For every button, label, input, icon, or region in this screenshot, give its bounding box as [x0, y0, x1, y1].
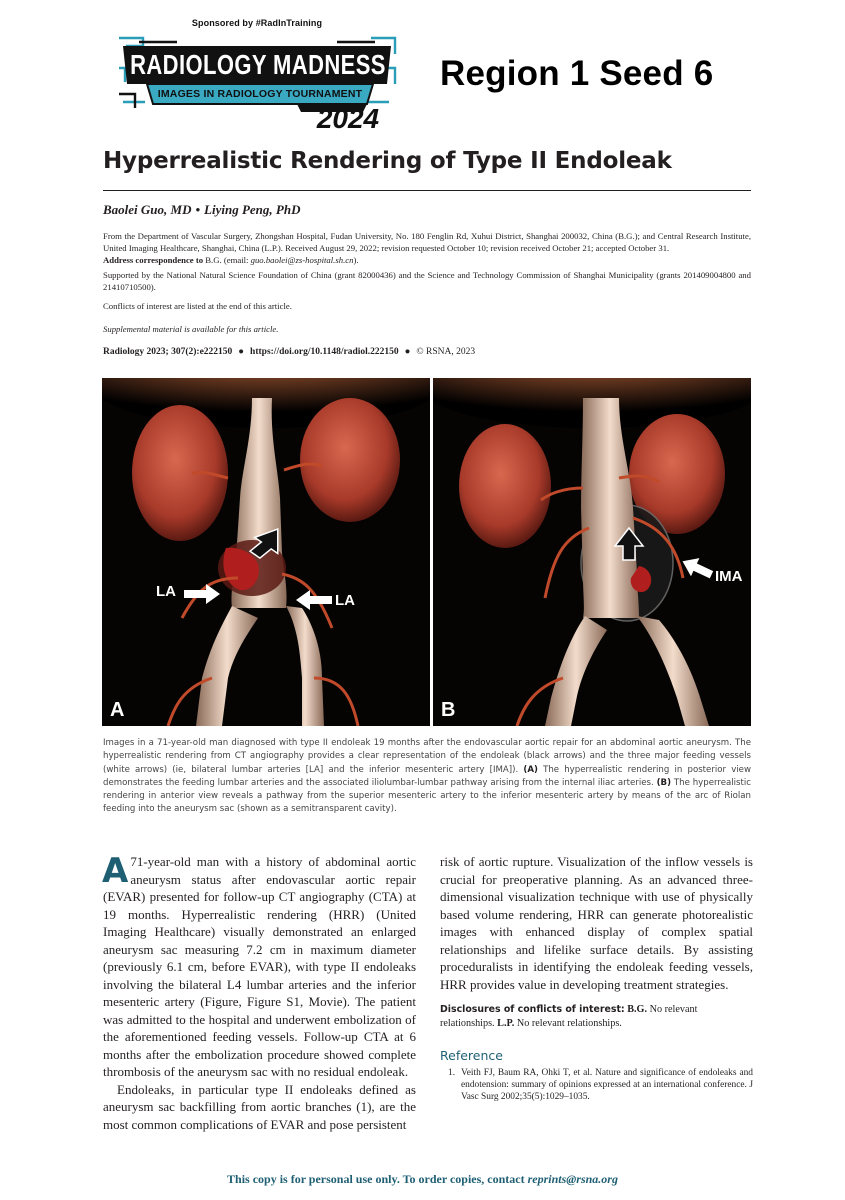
article-title: Hyperrealistic Rendering of Type II Endoleak [103, 148, 672, 174]
label-la-right: LA [335, 592, 355, 609]
panel-letter-b: B [441, 699, 456, 721]
correspondence-label: Address correspondence to [103, 255, 204, 265]
label-ima: IMA [715, 568, 743, 585]
logo-year-text: 2024 [316, 103, 380, 134]
citation-journal: Radiology 2023; 307(2):e222150 [103, 347, 233, 357]
correspondence-text: B.G. (email: [205, 255, 249, 265]
footer-notice [0, 1172, 845, 1187]
panel-letter-a: A [110, 699, 125, 721]
body-paragraph-3: risk of aortic rupture. Visualization of the inflow vessels is crucial for preoperative planning. As an advanced three-dimensional visualization technique with use of physically based volume rendering, HRR can generate photorealistic images with enhanced display of complex spatial relationships and lifelike surface details. By assisting proceduralists in identifying the endoleak feeding vessels, HRR provides value in developing treatment strategies. [440, 854, 753, 992]
citation-copyright: © RSNA, 2023 [416, 347, 476, 357]
caption-b-text: The hyperrealistic rendering in anterior view reveals a pathway from the superior mesenteric artery to the inferior mesenteric artery by means of the arc of Riolan feeding into the aneurysm sac (shown as a semitransparent cavity). [103, 777, 752, 815]
reference-number: 1. [448, 1068, 456, 1078]
tournament-logo [117, 18, 397, 136]
caption-intro: Images in a 71-year-old man diagnosed with type II endoleak 19 months after the endovascular aortic repair for an abdominal aortic aneurysm. The hyperrealistic rendering from CT angiography provides a clear representation of the endoleak (black arrows) and the three major feeding vessels (white arrows) (ie, bilateral lumbar arteries [LA] and the inferior mesenteric artery [IMA]). [103, 738, 751, 775]
author-line [103, 202, 300, 218]
body-column-right [440, 853, 753, 993]
bullet-icon: ● [404, 347, 411, 357]
region-seed-title: Region 1 Seed 6 [440, 54, 714, 93]
disclosure-lp-label: L.P. [497, 1017, 515, 1029]
body-paragraph-1-text: 71-year-old man with a history of abdominal aortic aneurysm status after endovascular aortic repair (EVAR) presented for follow-up CT angiography (CTA) at 19 months. Hyperrealistic rendering (HRR) (United Imaging Healthcare) visually demonstrated an enlarged aneurysm sac measuring 7.2 cm in maximum diameter (previously 6.1 cm, before EVAR), with type II endoleaks involving the bilateral L4 lumbar arteries and the inferior mesenteric artery (Figure, Figure S1, Movie). The patient was admitted to the hospital and underwent embolization of the aforementioned feeding vessels. Follow-up CTA at 6 months after the embolization procedure showed complete thrombosis of the aneurysm sac with no residual endoleak. [103, 854, 416, 1079]
reference-text: Veith FJ, Baum RA, Ohki T, et al. Nature and significance of endoleaks and endotension: summary of opinions expressed at an international conference. J Vasc Surg 2002;35(5):1029–1035. [461, 1068, 753, 1102]
bullet-icon: ● [238, 347, 245, 357]
logo-subtitle-text: IMAGES IN RADIOLOGY TOURNAMENT [157, 88, 363, 100]
author-separator: • [195, 202, 201, 217]
citation-line [103, 347, 475, 357]
logo-sponsor-text: Sponsored by #RadInTraining [191, 18, 323, 28]
figure-caption [103, 737, 751, 817]
author-1: Baolei Guo, MD [103, 202, 192, 217]
caption-a-text: The hyperrealistic rendering in posterior view demonstrates the feeding lumbar arteries and the associated iliolumbar-lumbar pathway arising from the internal iliac arteries. [103, 764, 751, 788]
caption-b-label: (B) [656, 777, 671, 788]
reference-heading: Reference [440, 1048, 503, 1063]
footer-email-link[interactable]: reprints@rsna.org [527, 1172, 618, 1186]
affiliation-block [103, 230, 751, 266]
author-2: Liying Peng, PhD [204, 202, 301, 217]
rendering-image-a [102, 378, 430, 726]
correspondence-email[interactable]: guo.baolei@zs-hospital.sh.cn [250, 255, 354, 265]
funding-statement: Supported by the National Natural Science Foundation of China (grant 82000436) and the Science and Technology Commission of Shanghai Municipality (grants 201409004800 and 21410710500). [103, 270, 751, 292]
caption-a-label: (A) [523, 764, 538, 775]
footer-text: This copy is for personal use only. To order copies, contact [227, 1172, 525, 1186]
disclosure-bg-label: B.G. [627, 1004, 648, 1015]
disclosure-lp-text: No relevant relationships. [516, 1017, 622, 1029]
reference-list [440, 1067, 753, 1103]
body-paragraph-1 [103, 853, 416, 1081]
reference-item [440, 1067, 753, 1103]
label-la-left: LA [156, 583, 176, 600]
body-paragraph-2: Endoleaks, in particular type II endoleaks defined as aneurysm sac backfilling from aortic branches (1), are the most common complications of EVAR and pose persistent [103, 1081, 416, 1132]
rendering-image-b [433, 378, 751, 726]
conflicts-note: Conflicts of interest are listed at the end of this article. [103, 301, 292, 311]
disclosures-heading: Disclosures of conflicts of interest: [440, 1004, 625, 1015]
supplemental-note: Supplemental material is available for this article. [103, 324, 279, 334]
drop-cap: A [102, 851, 129, 891]
figure-panel-b [433, 378, 751, 726]
correspondence-end: ). [353, 255, 359, 265]
citation-doi[interactable]: https://doi.org/10.1148/radiol.222150 [250, 347, 399, 357]
disclosure-bg-text: No relevant relationships. [440, 1004, 698, 1029]
body-column-left [103, 853, 416, 1133]
title-divider [103, 190, 751, 191]
affiliation-text: From the Department of Vascular Surgery, Zhongshan Hospital, Fudan University, No. 180 Fenglin Rd, Xuhui District, Shanghai 200032, China (B.G.); and Central Research Institute, United Imaging Healthcare, Shanghai, China (L.P.). Received August 29, 2022; revision requested October 10; revision received October 21; accepted October 31. [103, 231, 751, 253]
figure-panel-a [102, 378, 430, 726]
logo-title-text: RADIOLOGY MADNESS [130, 48, 386, 80]
disclosures-block [440, 1003, 753, 1030]
